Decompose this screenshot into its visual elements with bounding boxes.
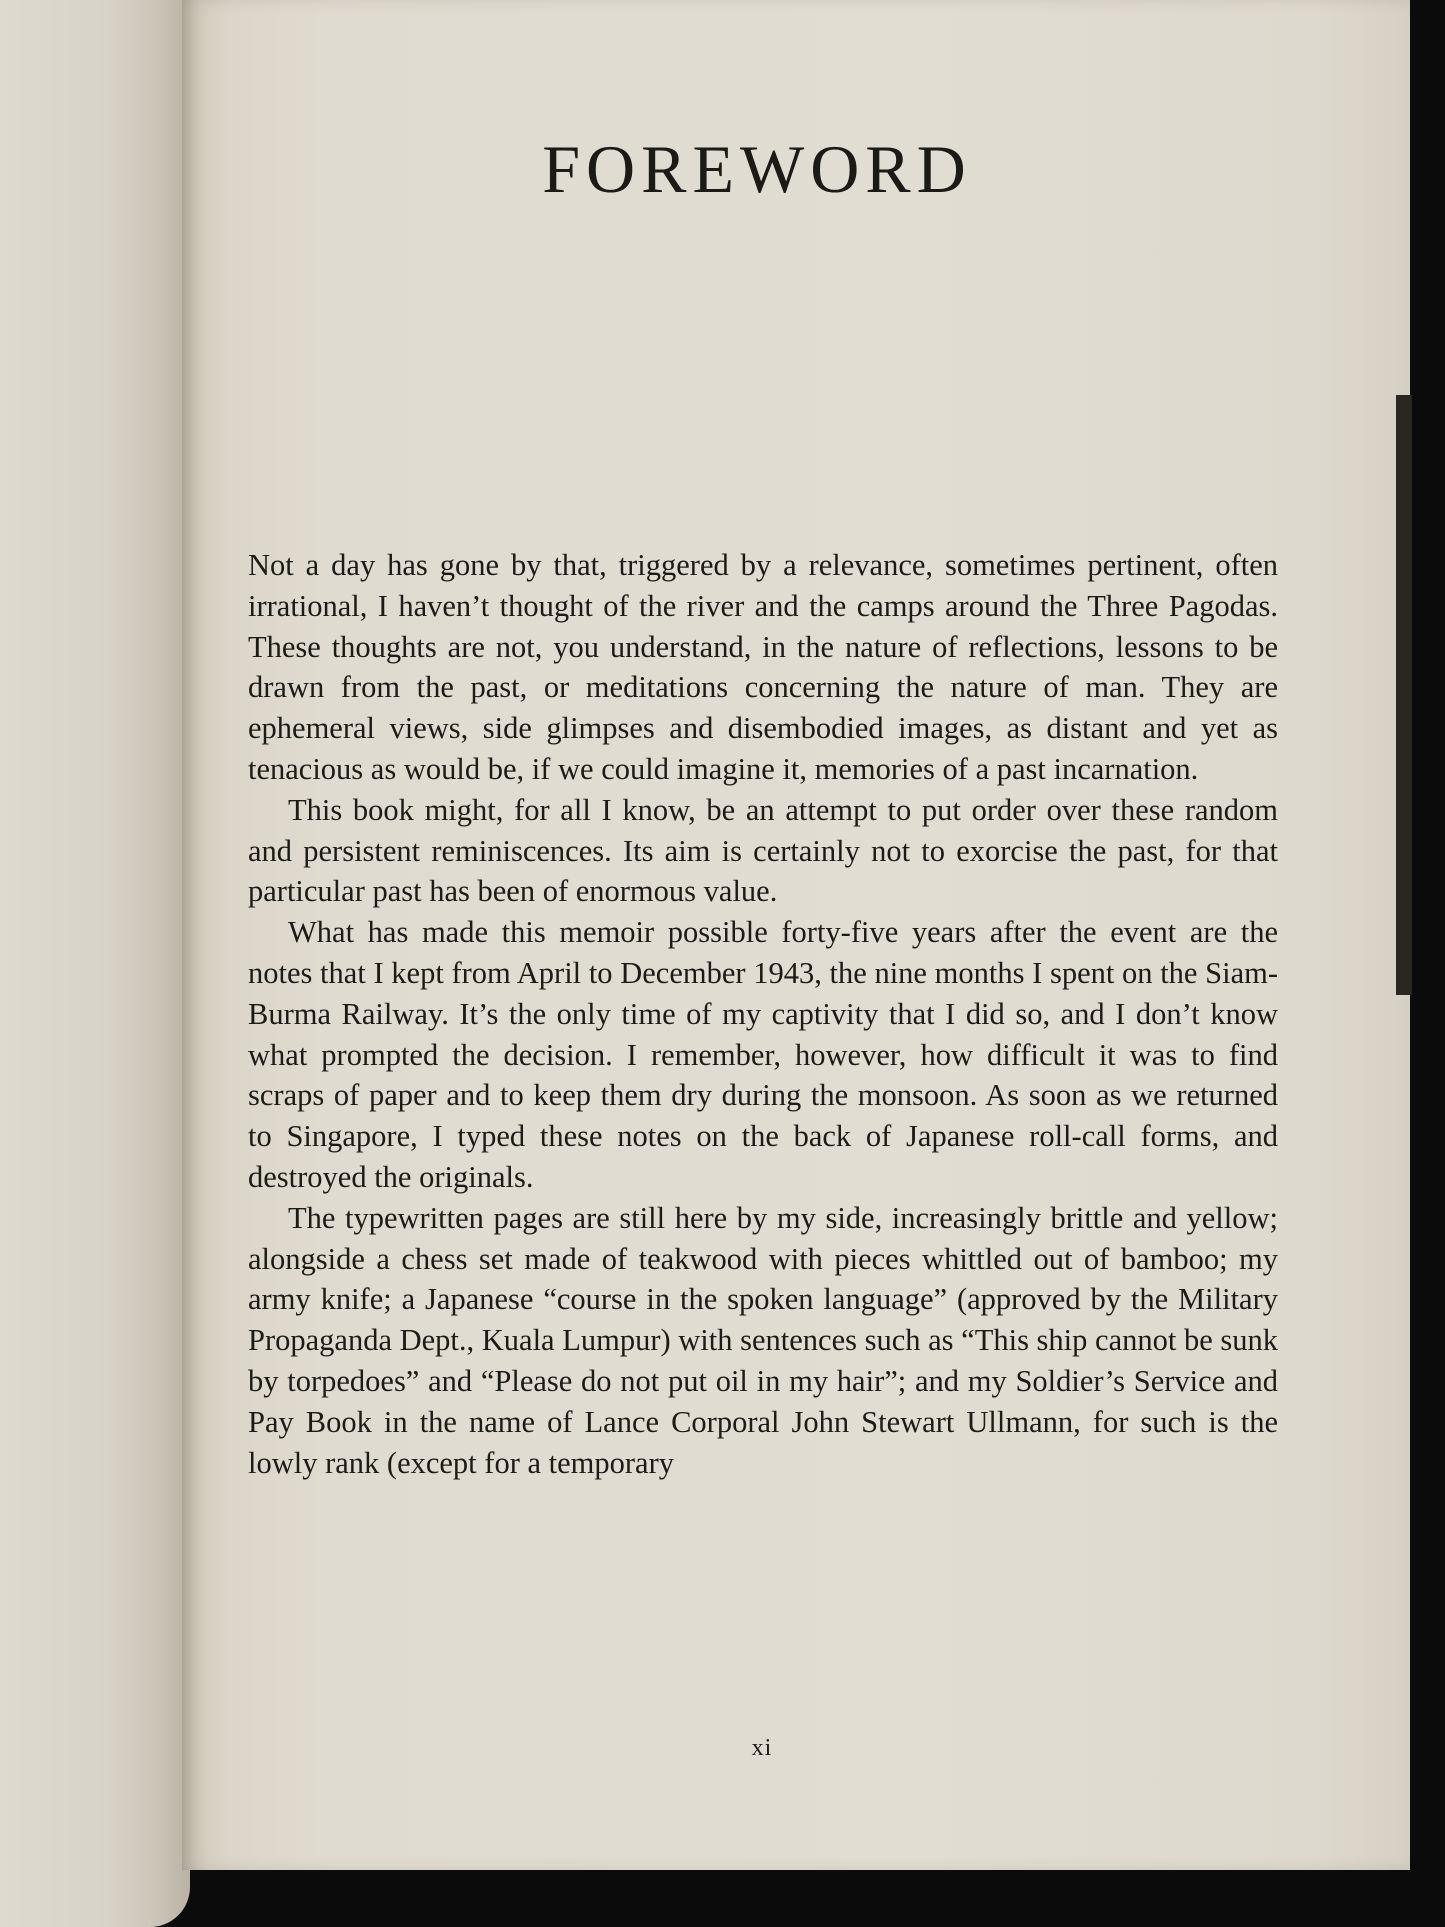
- page-number: xi: [751, 1735, 773, 1761]
- paragraph-4: The typewritten pages are still here by my side, increasingly brittle and yellow; alongside a chess set made of teakwood with pieces whittled out of bamboo; my army knife; a Japanese “course in the spoken language” (approved by the Military Propaganda Dept., Kuala Lumpur) with sentences such as “This ship cannot be sunk by torpedoes” and “Please do not put oil in my hair”; and my Soldier’s Service and Pay Book in the name of Lance Corporal John Stewart Ullmann, for such is the lowly rank (except for a temporary: [248, 1200, 1278, 1480]
- book-page: [182, 0, 1410, 1870]
- paragraph-2: This book might, for all I know, be an attempt to put order over these random and persistent reminiscences. Its aim is certainly not to exorcise the past, for that particular past has been of enormous value.: [248, 792, 1278, 909]
- paragraph-1: Not a day has gone by that, triggered by a relevance, sometimes pertinent, often irrational, I haven’t thought of the river and the camps around the Three Pagodas. These thoughts are not, you understand, in the nature of reflections, lessons to be drawn from the past, or meditations concerning the nature of man. They are ephemeral views, side glimpses and disembodied images, as distant and yet as tenacious as would be, if we could imagine it, memories of a past incarnation.: [248, 548, 1278, 786]
- body-text: [248, 545, 1278, 1483]
- chapter-heading: FOREWORD: [542, 131, 972, 207]
- left-page-edge: [0, 0, 190, 1927]
- paragraph-3: What has made this memoir possible forty-five years after the event are the notes that I kept from April to December 1943, the nine months I spent on the Siam-Burma Railway. It’s the only time of my captivity that I did so, and I don’t know what prompted the decision. I remember, however, how difficult it was to find scraps of paper and to keep them dry during the monsoon. As soon as we returned to Singapore, I typed these notes on the back of Japanese roll-call forms, and destroyed the originals.: [248, 915, 1278, 1194]
- page-shadow-edge: [1396, 395, 1412, 995]
